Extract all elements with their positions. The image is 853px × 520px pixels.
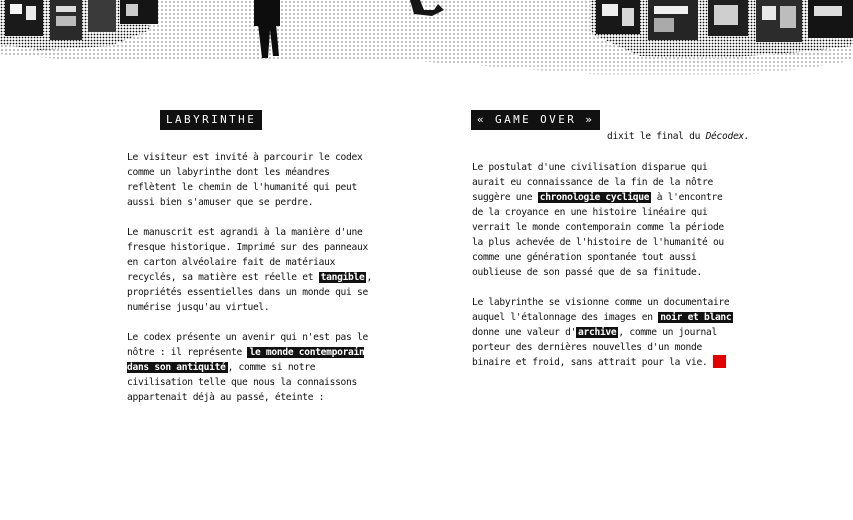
left-paragraph-3 [127, 330, 383, 405]
right-paragraph-1 [472, 160, 736, 280]
game-over-subline [607, 131, 749, 142]
left-p2-text-a: Le manuscrit est agrandi à la manière d'une fresque historique. Imprimé sur des panneaux en carton alvéolaire fait de matériaux recyclés, sa matière est réelle et [127, 227, 368, 283]
left-p2-text-b: , propriétés essentielles dans un monde qui se numérise jusqu'au virtuel. [127, 272, 372, 313]
highlight-monde-contemporain: le monde contemporain dans son antiquité [127, 347, 365, 373]
right-p2-text-b: donne une valeur d' [472, 327, 577, 338]
right-p2-text-a: Le labyrinthe se visionne comme un documentaire auquel l'étalonnage des images en [472, 297, 730, 323]
left-p3-text-b: , comme si notre civilisation telle que nous la connaissons appartenait déjà au passé, éteinte : [127, 362, 357, 403]
highlight-noir-blanc: noir et blanc [660, 312, 732, 323]
left-column [127, 150, 383, 420]
right-column [472, 160, 736, 385]
heading-game-over: « GAME OVER » [471, 110, 600, 130]
subline-prefix: dixit le final du [607, 131, 706, 142]
red-square-marker [713, 355, 726, 368]
left-paragraph-2 [127, 225, 383, 315]
highlight-tangible: tangible [320, 272, 365, 283]
subline-title: Décodex. [705, 131, 750, 142]
right-p1-text-a: Le postulat d'une civilisation disparue qui aurait eu connaissance de la fin de la nôtre suggère une [472, 162, 713, 203]
left-paragraph-1: Le visiteur est invité à parcourir le codex comme un labyrinthe dont les méandres reflètent le chemin de l'humanité qui peut aussi bien s'amuser que se perdre. [127, 152, 363, 208]
left-p3-text-a: Le codex présente un avenir qui n'est pas le nôtre : il représente [127, 332, 368, 358]
right-paragraph-2 [472, 295, 736, 370]
right-p1-text-b: à l'encontre de la croyance en une histoire linéaire qui verrait le monde contemporain comme la période la plus achevée de l'histoire de l'humanité ou comme une génération spontanée tout aussi oublieuse de son passé que de sa finitude. [472, 192, 724, 278]
heading-labyrinthe: LABYRINTHE [160, 110, 262, 130]
right-p2-text-c: , comme un journal porteur des dernières nouvelles d'un monde binaire et froid, sans attrait pour la vie. [472, 327, 717, 368]
banner-photo [0, 0, 853, 92]
highlight-archive: archive [578, 327, 617, 338]
highlight-chronologie: chronologie cyclique [539, 192, 650, 203]
